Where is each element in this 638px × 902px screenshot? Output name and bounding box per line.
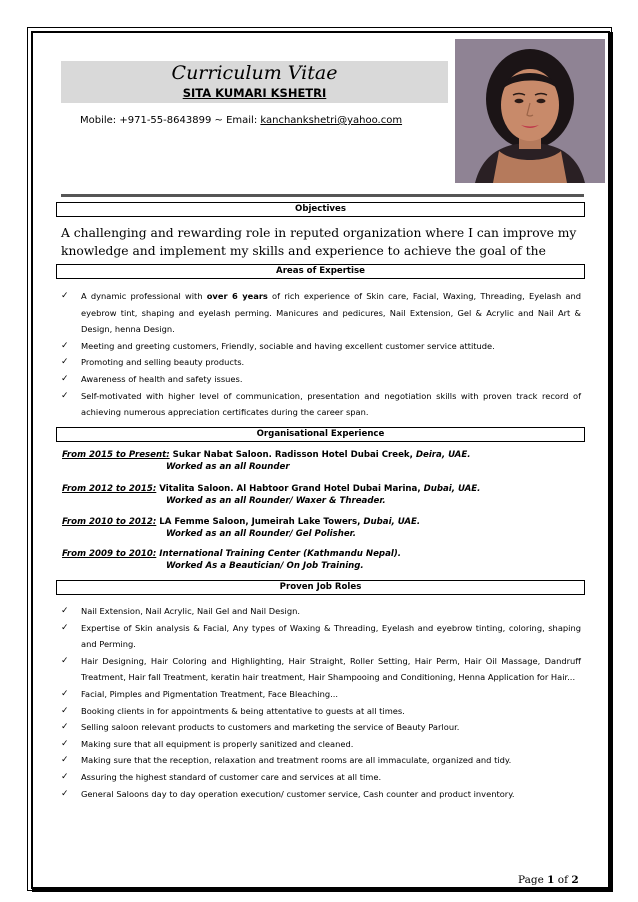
page-number: Page 1 of 2 [518,874,579,886]
roles-list [61,603,581,802]
email-label: Email: [226,115,258,126]
check-icon: ✓ [61,373,69,384]
header-divider [61,194,584,197]
list-item: ✓ Nail Extension, Nail Acrylic, Nail Gel and Nail Design. [61,603,581,620]
list-item: ✓ A dynamic professional with over 6 years of rich experience of Skin care, Facial, Waxing, Threading, Eyelash and eyebrow tint, shaping and eyelash perming. Manicures and pedicures, Nail Extension, Gel & Acrylic and Nail Art & Design, henna Design. [61,288,581,338]
experience-entry: From 2009 to 2010: International Training Center (Kathmandu Nepal). Worked As a Beautician/ On Job Training. [62,549,402,571]
section-heading-experience: Organisational Experience [56,427,585,442]
list-item: ✓ Assuring the highest standard of customer care and services at all time. [61,769,581,786]
list-item: ✓ Expertise of Skin analysis & Facial, Any types of Waxing & Threading, Eyelash and eyebrow tinting, coloring, shaping and Perming. [61,620,581,653]
mobile-number: +971-55-8643899 [119,115,212,126]
email-link[interactable]: kanchankshetri@yahoo.com [260,115,403,126]
candidate-name: SITA KUMARI KSHETRI [182,86,327,100]
page-shadow-right [610,32,613,892]
check-icon: ✓ [61,390,69,401]
contact-line [80,115,402,126]
experience-entry: From 2010 to 2012: LA Femme Saloon, Jumeirah Lake Towers, Dubai, UAE. Worked as an all Rounder/ Gel Polisher. [62,517,421,539]
check-icon: ✓ [61,340,69,351]
check-icon: ✓ [61,622,69,633]
check-icon: ✓ [61,771,69,782]
check-icon: ✓ [61,738,69,749]
check-icon: ✓ [61,722,69,733]
experience-entry: From 2012 to 2015: Vitalita Saloon. Al Habtoor Grand Hotel Dubai Marina, Dubai, UAE. Worked as an all Rounder/ Waxer & Threader. [62,484,481,506]
list-item: ✓ Booking clients in for appointments & being attentative to guests at all times. [61,703,581,720]
list-item: ✓ Awareness of health and safety issues. [61,371,581,388]
list-item: ✓ Meeting and greeting customers, Friendly, sociable and having excellent customer service attitude. [61,338,581,355]
page-shadow-bottom [32,889,613,892]
list-item: ✓ Facial, Pimples and Pigmentation Treatment, Face Bleaching... [61,686,581,703]
list-item: ✓ Making sure that the reception, relaxation and treatment rooms are all immaculate, organized and tidy. [61,752,581,769]
experience-entry: From 2015 to Present: Sukar Nabat Saloon. Radisson Hotel Dubai Creek, Deira, UAE. Worked as an all Rounder [62,450,471,472]
objective-text: A challenging and rewarding role in reputed organization where I can improve my knowledge and implement my skills and experience to achieve the goal of the [61,226,577,258]
check-icon: ✓ [61,788,69,799]
section-heading-objectives: Objectives [56,202,585,217]
section-heading-roles: Proven Job Roles [56,580,585,595]
profile-photo [455,39,605,183]
check-icon: ✓ [61,291,69,301]
expertise-list [61,288,581,421]
mobile-label: Mobile: [80,115,117,126]
check-icon: ✓ [61,655,69,666]
list-item: ✓ Making sure that all equipment is properly sanitized and cleaned. [61,736,581,753]
list-item: ✓ Hair Designing, Hair Coloring and Highlighting, Hair Straight, Roller Setting, Hair Perm, Hair Oil Massage, Dandruff Treatment, Hair fall Treatment, keratin hair treatment, Hair Shampooing and Conditioning, Henna Application for Hair... [61,653,581,686]
check-icon: ✓ [61,688,69,699]
list-item: ✓ Self-motivated with higher level of communication, presentation and negotiation skills with proven track record of achieving numerous appreciation certificates during the career span. [61,388,581,421]
cv-title: Curriculum Vitae [171,62,338,84]
check-icon: ✓ [61,357,69,368]
portrait-illustration [455,39,605,183]
list-item: ✓ Selling saloon relevant products to customers and marketing the service of Beauty Parlour. [61,719,581,736]
check-icon: ✓ [61,755,69,766]
list-item: ✓ General Saloons day to day operation execution/ customer service, Cash counter and product inventory. [61,786,581,803]
check-icon: ✓ [61,705,69,716]
check-icon: ✓ [61,606,69,616]
contact-separator: ~ [214,115,223,126]
section-heading-expertise: Areas of Expertise [56,264,585,279]
list-item: ✓ Promoting and selling beauty products. [61,354,581,371]
